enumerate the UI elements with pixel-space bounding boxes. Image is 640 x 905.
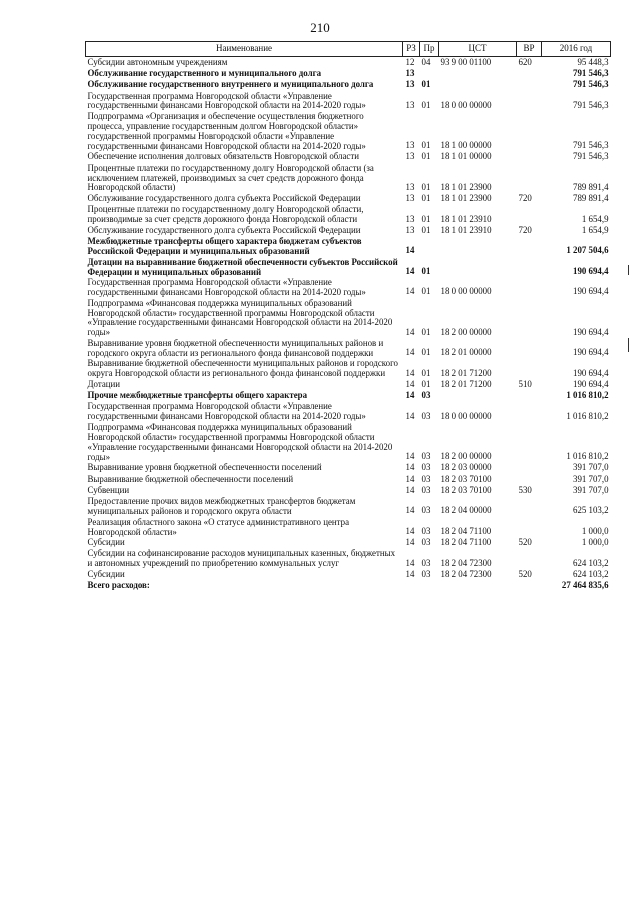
row-vr: 510 (518, 378, 532, 389)
row-amount: 391 707,0 (573, 484, 609, 495)
table-row (86, 236, 611, 257)
header-rz: РЗ (403, 42, 420, 57)
row-pr: 03 (421, 462, 431, 473)
row-vr: 520 (518, 537, 532, 548)
row-name: Дотации на выравнивание бюджетной обеспеченности субъектов Российской Федерации и муниципальных образований (87, 256, 398, 277)
row-rz: 13 (405, 67, 415, 78)
table-row (86, 474, 611, 485)
row-vr (517, 496, 542, 517)
row-rz: 14 (405, 326, 415, 337)
row-vr (517, 581, 542, 592)
row-amount: 190 694,4 (573, 326, 609, 337)
row-rz: 13 (405, 79, 415, 90)
row-vr: 720 (518, 224, 532, 235)
table-row (86, 359, 611, 380)
row-name: Предоставление прочих видов межбюджетных трансфертов бюджетам муниципальных районов и городского округа области (87, 496, 356, 517)
row-pr: 01 (421, 367, 431, 378)
row-vr (517, 257, 542, 278)
row-vr (517, 298, 542, 338)
row-pr: 01 (421, 151, 431, 162)
row-cst (439, 236, 517, 257)
row-name: Прочие межбюджетные трансферты общего характера (87, 390, 308, 401)
table-row (86, 57, 611, 69)
table-body (86, 57, 611, 592)
row-rz: 14 (405, 390, 415, 401)
table-row (86, 152, 611, 163)
table-row (86, 193, 611, 204)
row-rz: 14 (405, 451, 415, 461)
row-vr (517, 463, 542, 474)
row-cst: 18 2 04 71100 (440, 537, 492, 548)
row-amount: 791 546,3 (573, 99, 609, 110)
row-pr: 03 (421, 451, 431, 461)
row-cst: 18 0 00 00000 (440, 99, 492, 110)
header-cst: ЦСТ (439, 42, 517, 57)
row-cst: 18 2 04 00000 (440, 505, 492, 516)
row-rz: 13 (405, 193, 415, 204)
row-amount: 190 694,4 (573, 367, 609, 378)
row-name: Подпрограмма «Финансовая поддержка муниципальных образований Новгородской области» государственной программы Новгородской области «Управление государственными финансами Новгородской области на 2014-2020 годы» (87, 421, 393, 462)
row-cst (439, 68, 517, 79)
row-cst: 18 2 01 71200 (440, 378, 492, 389)
row-amount: 190 694,4 (573, 265, 609, 276)
row-cst: 18 2 03 70100 (440, 484, 492, 495)
table-row (86, 277, 611, 298)
row-pr (420, 68, 439, 79)
row-pr: 01 (421, 140, 431, 151)
row-cst: 18 1 01 23910 (440, 213, 492, 224)
page-number: 210 (310, 20, 330, 35)
table-row (86, 111, 611, 151)
row-cst: 18 0 00 00000 (440, 410, 492, 421)
table-row (86, 298, 611, 338)
row-rz: 14 (405, 410, 415, 421)
table-row (86, 80, 611, 91)
row-name: Обслуживание государственного долга субъекта Российской Федерации (87, 224, 361, 235)
row-rz: 14 (405, 537, 415, 548)
table-row (86, 163, 611, 193)
table-row (86, 581, 611, 592)
row-cst: 18 0 00 00000 (440, 286, 492, 297)
row-name: Выравнивание бюджетной обеспеченности муниципальных районов и городского округа Новгородской области из регионального фонда финансовой поддержки (87, 358, 398, 379)
row-cst: 18 1 01 00000 (440, 151, 492, 162)
row-rz: 14 (405, 367, 415, 378)
row-pr: 01 (421, 378, 431, 389)
row-name: Обеспечение исполнения долговых обязательств Новгородской области (87, 151, 359, 162)
row-rz: 14 (405, 462, 415, 473)
row-cst: 18 2 03 00000 (440, 462, 492, 473)
row-amount: 1 016 810,2 (566, 390, 609, 401)
row-amount: 791 546,3 (573, 67, 609, 78)
row-name: Выравнивание уровня бюджетной обеспеченности поселений (87, 462, 322, 473)
row-amount: 1 016 810,2 (566, 410, 609, 421)
row-pr: 04 (421, 56, 431, 67)
row-rz: 14 (405, 484, 415, 495)
table-header-row (86, 42, 611, 57)
row-amount: 190 694,4 (573, 378, 609, 389)
row-cst: 18 2 01 71200 (440, 367, 492, 378)
row-amount: 624 103,2 (573, 568, 609, 579)
row-rz: 14 (405, 378, 415, 389)
row-vr: 620 (518, 56, 532, 67)
row-rz: 14 (405, 505, 415, 516)
row-vr (517, 91, 542, 112)
row-cst: 18 2 00 00000 (440, 451, 492, 461)
row-pr: 01 (421, 265, 431, 276)
row-amount: 190 694,4 (573, 347, 609, 358)
scan-edge-mark (628, 265, 629, 275)
row-name: Субсидии (87, 568, 125, 579)
row-cst: 18 2 04 71100 (440, 525, 492, 536)
row-name: Субвенции (87, 484, 130, 495)
table-row (86, 496, 611, 517)
row-vr (517, 111, 542, 151)
row-name: Подпрограмма «Финансовая поддержка муниципальных образований Новгородской области» государственной программы Новгородской области «Управление государственными финансами Новгородской области на 2014-2020 годы» (87, 297, 393, 338)
row-amount: 789 891,4 (573, 193, 609, 204)
row-pr: 01 (421, 79, 431, 90)
row-amount: 190 694,4 (573, 286, 609, 297)
table-row (86, 338, 611, 359)
row-cst: 18 1 00 00000 (440, 140, 492, 151)
row-rz: 14 (405, 568, 415, 579)
table-row (86, 537, 611, 548)
row-cst (439, 80, 517, 91)
row-name: Обслуживание государственного внутреннего и муниципального долга (87, 79, 374, 90)
row-cst (439, 581, 517, 592)
row-name: Процентные платежи по государственному долгу Новгородской области, производимые за счет средств дорожного фонда Новгородской области (87, 204, 364, 225)
row-vr (517, 277, 542, 298)
row-cst: 18 2 00 00000 (440, 326, 492, 337)
table-row (86, 402, 611, 423)
table-row (86, 391, 611, 402)
row-amount: 624 103,2 (573, 557, 609, 568)
table-row (86, 549, 611, 570)
row-rz (403, 581, 420, 592)
row-cst: 18 1 01 23900 (440, 181, 492, 192)
row-rz: 14 (405, 473, 415, 484)
row-name: Выравнивание бюджетной обеспеченности поселений (87, 473, 294, 484)
row-amount: 1 000,0 (581, 525, 609, 536)
row-rz: 13 (405, 224, 415, 235)
row-amount: 391 707,0 (573, 462, 609, 473)
row-amount: 391 707,0 (573, 473, 609, 484)
row-vr (517, 391, 542, 402)
table-row (86, 517, 611, 538)
row-amount: 791 546,3 (573, 151, 609, 162)
table-row (86, 569, 611, 580)
row-amount: 625 103,2 (573, 505, 609, 516)
row-name: Межбюджетные трансферты общего характера бюджетам субъектов Российской Федерации и муниципальных образований (87, 236, 362, 256)
row-cst: 93 9 00 01100 (440, 56, 492, 67)
row-cst: 18 1 01 23900 (440, 193, 492, 204)
row-pr: 03 (421, 390, 431, 401)
row-vr (517, 549, 542, 570)
row-rz: 14 (405, 347, 415, 358)
row-name: Обслуживание государственного и муниципального долга (87, 67, 322, 78)
row-cst: 18 2 04 72300 (440, 557, 492, 568)
row-vr (517, 422, 542, 462)
row-name: Выравнивание уровня бюджетной обеспеченности муниципальных районов и городского округа области из регионального фонда финансовой поддержки (87, 337, 384, 358)
row-rz: 12 (405, 56, 415, 67)
row-name: Субсидии (87, 537, 125, 548)
row-cst: 18 2 01 00000 (440, 347, 492, 358)
header-vr: ВР (517, 42, 542, 57)
row-amount: 1 654,9 (581, 224, 609, 235)
row-pr: 03 (421, 484, 431, 495)
row-name: Реализация областного закона «О статусе административного центра Новгородской области» (87, 516, 350, 537)
row-rz: 13 (405, 99, 415, 110)
row-amount: 95 448,3 (577, 56, 609, 67)
row-cst (439, 257, 517, 278)
row-pr: 03 (421, 505, 431, 516)
row-name: Дотации (87, 378, 121, 389)
row-rz: 13 (405, 181, 415, 192)
row-amount: 1 000,0 (581, 537, 609, 548)
table-row (86, 225, 611, 236)
row-vr: 720 (518, 193, 532, 204)
row-pr: 01 (421, 326, 431, 337)
row-vr (517, 402, 542, 423)
table-row (86, 68, 611, 79)
row-vr (517, 236, 542, 257)
row-pr: 03 (421, 410, 431, 421)
row-name: Государственная программа Новгородской области «Управление государственными финансами Новгородской области на 2014-2020 годы» (87, 401, 366, 422)
table-row (86, 205, 611, 226)
header-name: Наименование (86, 42, 403, 57)
row-pr: 01 (421, 224, 431, 235)
row-rz: 13 (405, 151, 415, 162)
row-pr: 03 (421, 557, 431, 568)
row-amount: 1 207 504,6 (566, 245, 609, 256)
row-rz: 14 (405, 245, 415, 256)
row-name: Подпрограмма «Организация и обеспечение осуществления бюджетного процесса, управление государственным долгом Новгородской области» государственной программы Новгородской области «Управление государственными финансами Новгородской области на 2014-2020 годы» (87, 111, 366, 151)
row-pr: 03 (421, 473, 431, 484)
row-amount: 791 546,3 (573, 79, 609, 90)
row-vr (517, 163, 542, 193)
row-rz: 14 (405, 525, 415, 536)
row-amount: 1 016 810,2 (566, 451, 609, 461)
row-vr (517, 80, 542, 91)
row-cst: 18 2 03 70100 (440, 473, 492, 484)
table-row (86, 422, 611, 462)
row-name: Обслуживание государственного долга субъекта Российской Федерации (87, 193, 361, 204)
row-vr (517, 359, 542, 380)
row-rz: 13 (405, 213, 415, 224)
row-name: Субсидии на софинансирование расходов муниципальных казенных, бюджетных и автономных учреждений по приобретению коммунальных услуг (87, 548, 396, 569)
row-rz: 13 (405, 140, 415, 151)
row-name: Всего расходов: (87, 580, 150, 591)
table-row (86, 379, 611, 390)
row-vr (517, 152, 542, 163)
row-vr (517, 474, 542, 485)
row-pr: 03 (421, 568, 431, 579)
row-name: Государственная программа Новгородской области «Управление государственными финансами Новгородской области на 2014-2020 годы» (87, 90, 366, 111)
expenditure-table (85, 41, 611, 592)
row-rz: 14 (405, 286, 415, 297)
row-pr: 03 (421, 537, 431, 548)
row-rz: 14 (405, 265, 415, 276)
row-pr: 01 (421, 99, 431, 110)
row-pr: 01 (421, 213, 431, 224)
row-name: Процентные платежи по государственному долгу Новгородской области (за исключением платежей, производимых за счет средств дорожного фонда Новгородской области) (87, 162, 374, 193)
table-row (86, 463, 611, 474)
row-pr: 01 (421, 286, 431, 297)
scan-edge-mark (628, 338, 629, 352)
row-vr (517, 517, 542, 538)
row-vr (517, 338, 542, 359)
row-vr (517, 205, 542, 226)
row-name: Субсидии автономным учреждениям (87, 56, 228, 67)
table-row (86, 485, 611, 496)
row-pr (420, 581, 439, 592)
row-cst: 18 1 01 23910 (440, 224, 492, 235)
row-pr (420, 236, 439, 257)
row-amount: 789 891,4 (573, 181, 609, 192)
row-pr: 01 (421, 181, 431, 192)
row-amount: 791 546,3 (573, 140, 609, 151)
row-pr: 01 (421, 193, 431, 204)
row-vr: 530 (518, 484, 532, 495)
table-row (86, 91, 611, 112)
header-year: 2016 год (542, 42, 611, 57)
row-cst (439, 391, 517, 402)
row-amount: 1 654,9 (581, 213, 609, 224)
row-vr: 520 (518, 568, 532, 579)
row-rz: 14 (405, 557, 415, 568)
row-amount: 27 464 835,6 (561, 580, 609, 591)
header-pr: Пр (420, 42, 439, 57)
row-vr (517, 68, 542, 79)
row-pr: 01 (421, 347, 431, 358)
table-row (86, 257, 611, 278)
row-pr: 03 (421, 525, 431, 536)
row-cst: 18 2 04 72300 (440, 568, 492, 579)
row-name: Государственная программа Новгородской области «Управление государственными финансами Новгородской области на 2014-2020 годы» (87, 277, 366, 297)
